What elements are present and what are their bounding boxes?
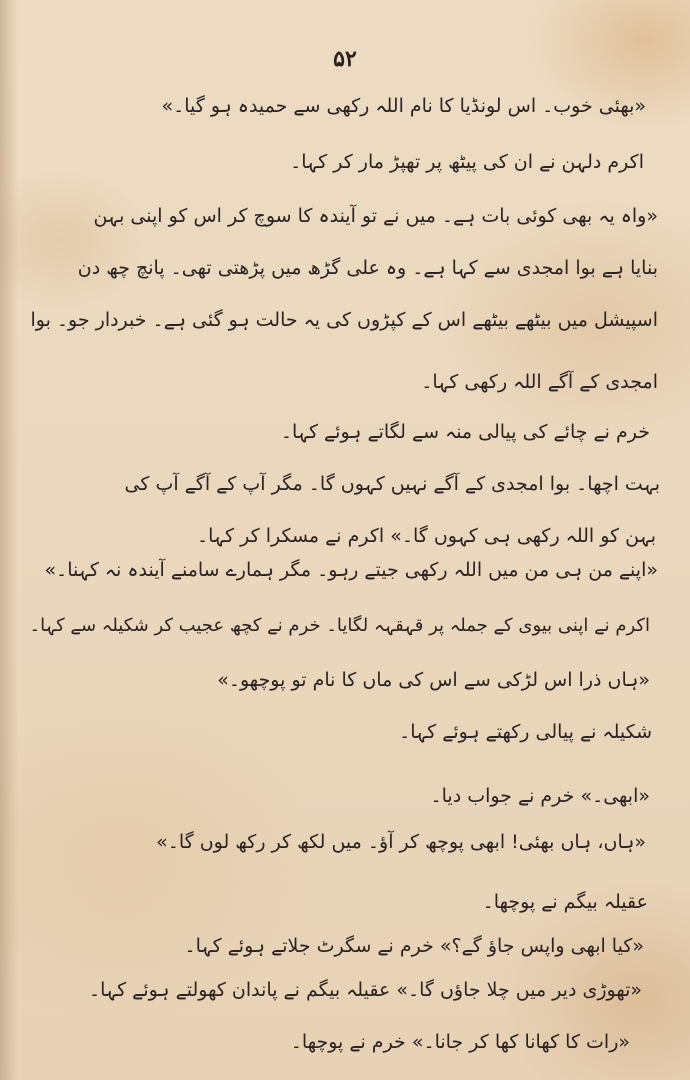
text-line: شکیلہ نے پیالی رکھتے ہوئے کہا۔ (399, 721, 652, 743)
text-line: «ابھی۔» خرم نے جواب دیا۔ (430, 785, 650, 807)
page-edge-shadow (0, 0, 18, 1080)
text-line: «رات کا کھانا کھا کر جانا۔» خرم نے پوچھا۔ (290, 1031, 630, 1053)
text-line: «واہ یہ بھی کوئی بات ہے۔ میں نے تو آیندہ کا سوچ کر اس کو اپنی بہن (93, 205, 658, 227)
text-line: «اپنے من ہی من میں اللہ رکھی جیتے رہو۔ مگر ہمارے سامنے آیندہ نہ کہنا۔» (44, 559, 658, 581)
text-line: بہت اچھا۔ بوا امجدی کے آگے نہیں کہوں گا۔ مگر آپ کے آگے آپ کی (124, 473, 660, 495)
text-line: اکرم دلہن نے ان کی پیٹھ پر تھپڑ مار کر کہا۔ (290, 151, 644, 173)
text-line: عقیلہ بیگم نے پوچھا۔ (482, 891, 648, 913)
text-line: خرم نے چائے کی پیالی منہ سے لگاتے ہوئے کہا۔ (280, 421, 650, 443)
text-line: اسپیشل میں بیٹھے بیٹھے اس کے کپڑوں کی یہ حالت ہو گئی ہے۔ خبردار جو۔ بوا (30, 309, 658, 331)
text-line: بنایا ہے بوا امجدی سے کہا ہے۔ وہ علی گڑھ میں پڑھتی تھی۔ پانچ چھ دن (77, 257, 658, 279)
text-line: «ہاں، ہاں بھئی! ابھی پوچھ کر آؤ۔ میں لکھ کر رکھ لوں گا۔» (156, 831, 646, 853)
text-line: امجدی کے آگے اللہ رکھی کہا۔ (421, 371, 658, 393)
text-line: اکرم نے اپنی بیوی کے جملہ پر قہقہہ لگایا۔ خرم نے کچھ عجیب کر شکیلہ سے کہا۔ (29, 615, 650, 636)
text-line: «ہاں ذرا اس لڑکی سے اس کی ماں کا نام تو پوچھو۔» (217, 669, 650, 691)
text-line: «بھئی خوب۔ اس لونڈیا کا نام اللہ رکھی سے حمیدہ ہو گیا۔» (161, 95, 646, 117)
text-line: «تھوڑی دیر میں چلا جاؤں گا۔» عقیلہ بیگم نے پاندان کھولتے ہوئے کہا۔ (89, 979, 642, 1001)
text-line: بہن کو اللہ رکھی ہی کہوں گا۔» اکرم نے مسکرا کر کہا۔ (197, 525, 656, 547)
text-line: «کیا ابھی واپس جاؤ گے؟» خرم نے سگرٹ جلاتے ہوئے کہا۔ (184, 935, 644, 957)
page-number: ۵۲ (333, 46, 357, 72)
